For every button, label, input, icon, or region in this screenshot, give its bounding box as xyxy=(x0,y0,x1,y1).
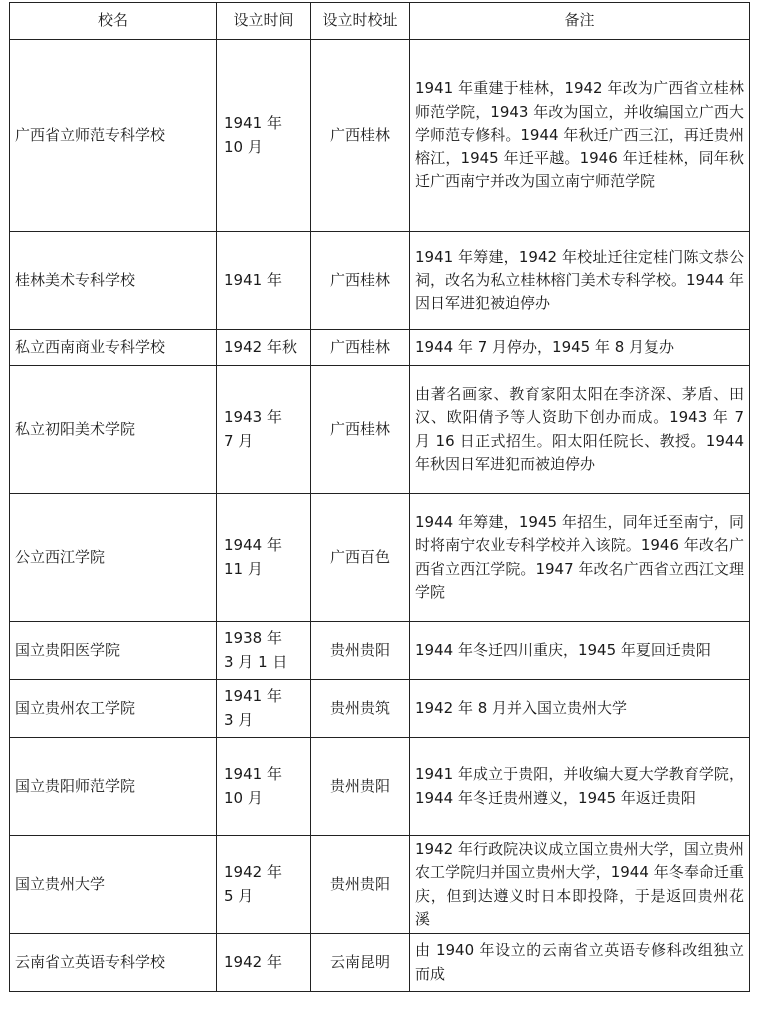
school-name-cell: 桂林美术专科学校 xyxy=(10,232,217,330)
founded-time-cell: 1938 年 3 月 1 日 xyxy=(217,622,311,680)
founded-time-cell: 1942 年 5 月 xyxy=(217,836,311,934)
remarks-cell: 由著名画家、教育家阳太阳在李济深、茅盾、田汉、欧阳倩予等人资助下创办而成。1943 年 7 月 16 日正式招生。阳太阳任院长、教授。1944 年秋因日军进犯而被迫停办 xyxy=(410,366,750,494)
header-founded-site: 设立时校址 xyxy=(311,3,410,40)
remarks-cell: 1941 年成立于贵阳，并收编大夏大学教育学院，1944 年冬迁贵州遵义，1945 年返迁贵阳 xyxy=(410,738,750,836)
founded-site-cell: 广西桂林 xyxy=(311,40,410,232)
founded-time-cell: 1943 年 7 月 xyxy=(217,366,311,494)
remarks-cell: 1944 年筹建，1945 年招生，同年迁至南宁，同时将南宁农业专科学校并入该院。1946 年改名广西省立西江学院。1947 年改名广西省立西江文理学院 xyxy=(410,494,750,622)
founded-site-cell: 贵州贵阳 xyxy=(311,738,410,836)
table-row xyxy=(10,232,750,330)
table-row xyxy=(10,934,750,992)
founded-time-cell: 1941 年 3 月 xyxy=(217,680,311,738)
founded-time-cell: 1941 年 10 月 xyxy=(217,40,311,232)
founded-site-cell: 广西百色 xyxy=(311,494,410,622)
school-name-cell: 国立贵阳医学院 xyxy=(10,622,217,680)
school-name-cell: 公立西江学院 xyxy=(10,494,217,622)
remarks-cell: 由 1940 年设立的云南省立英语专修科改组独立而成 xyxy=(410,934,750,992)
school-name-cell: 云南省立英语专科学校 xyxy=(10,934,217,992)
founded-site-cell: 广西桂林 xyxy=(311,232,410,330)
table-row xyxy=(10,622,750,680)
table-row xyxy=(10,366,750,494)
table-row xyxy=(10,836,750,934)
school-name-cell: 国立贵阳师范学院 xyxy=(10,738,217,836)
founded-site-cell: 贵州贵阳 xyxy=(311,836,410,934)
remarks-cell: 1941 年筹建，1942 年校址迁往定桂门陈文恭公祠，改名为私立桂林榕门美术专科学校。1944 年因日军进犯被迫停办 xyxy=(410,232,750,330)
table-header-row xyxy=(10,3,750,40)
school-name-cell: 国立贵州农工学院 xyxy=(10,680,217,738)
remarks-cell: 1942 年 8 月并入国立贵州大学 xyxy=(410,680,750,738)
founded-site-cell: 贵州贵筑 xyxy=(311,680,410,738)
school-name-cell: 私立初阳美术学院 xyxy=(10,366,217,494)
founded-time-cell: 1941 年 10 月 xyxy=(217,738,311,836)
school-name-cell: 私立西南商业专科学校 xyxy=(10,330,217,366)
header-founded-time: 设立时间 xyxy=(217,3,311,40)
founded-site-cell: 广西桂林 xyxy=(311,330,410,366)
table-row xyxy=(10,330,750,366)
remarks-cell: 1944 年冬迁四川重庆，1945 年夏回迁贵阳 xyxy=(410,622,750,680)
founded-time-cell: 1942 年 xyxy=(217,934,311,992)
founded-site-cell: 广西桂林 xyxy=(311,366,410,494)
schools-table xyxy=(9,2,750,992)
remarks-cell: 1941 年重建于桂林，1942 年改为广西省立桂林师范学院，1943 年改为国立，并收编国立广西大学师范专修科。1944 年秋迁广西三江，再迁贵州榕江，1945 年迁平越。1946 年迁桂林，同年秋迁广西南宁并改为国立南宁师范学院 xyxy=(410,40,750,232)
table-row xyxy=(10,40,750,232)
founded-site-cell: 贵州贵阳 xyxy=(311,622,410,680)
remarks-cell: 1944 年 7 月停办，1945 年 8 月复办 xyxy=(410,330,750,366)
founded-time-cell: 1944 年 11 月 xyxy=(217,494,311,622)
table-row xyxy=(10,680,750,738)
founded-time-cell: 1942 年秋 xyxy=(217,330,311,366)
remarks-cell: 1942 年行政院决议成立国立贵州大学，国立贵州农工学院归并国立贵州大学，1944 年冬奉命迁重庆，但到达遵义时日本即投降，于是返回贵州花溪 xyxy=(410,836,750,934)
table-row xyxy=(10,494,750,622)
school-name-cell: 国立贵州大学 xyxy=(10,836,217,934)
founded-time-cell: 1941 年 xyxy=(217,232,311,330)
header-school-name: 校名 xyxy=(10,3,217,40)
school-name-cell: 广西省立师范专科学校 xyxy=(10,40,217,232)
founded-site-cell: 云南昆明 xyxy=(311,934,410,992)
table-row xyxy=(10,738,750,836)
header-remarks: 备注 xyxy=(410,3,750,40)
